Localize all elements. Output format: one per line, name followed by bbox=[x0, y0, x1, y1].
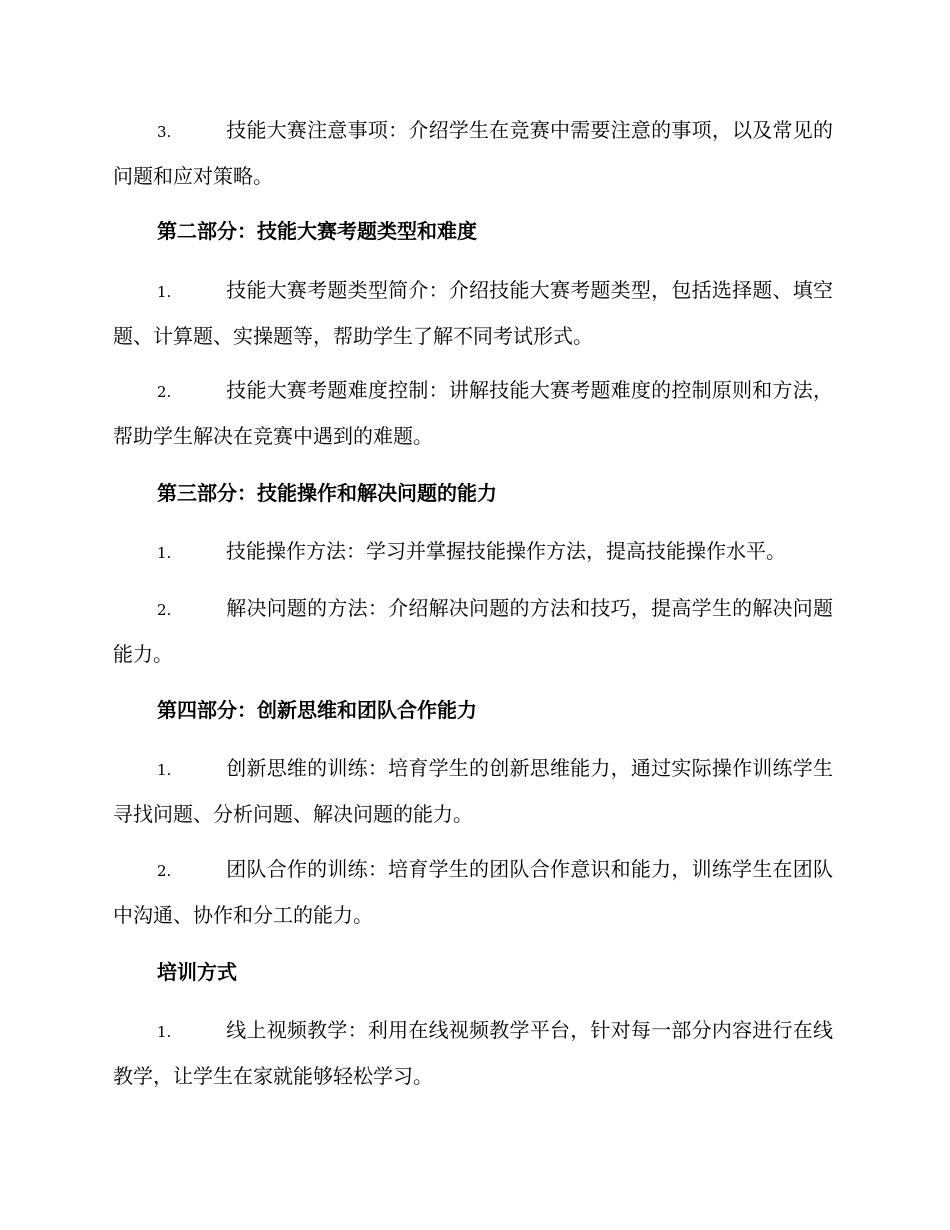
list-item bbox=[113, 746, 833, 836]
item-number: 1. bbox=[157, 283, 172, 301]
item-text: 线上视频教学：利用在线视频教学平台，针对每一部分内容进行在线教学，让学生在家就能够轻松学习。 bbox=[113, 1018, 833, 1088]
list-item bbox=[113, 1008, 833, 1098]
section-heading-part2: 第二部分：技能大赛考题类型和难度 bbox=[157, 219, 477, 243]
section-heading-part3: 第三部分：技能操作和解决问题的能力 bbox=[157, 481, 497, 505]
section-heading-part4: 第四部分：创新思维和团队合作能力 bbox=[157, 698, 477, 722]
list-item bbox=[113, 586, 833, 676]
item-text: 创新思维的训练：培育学生的创新思维能力，通过实际操作训练学生寻找问题、分析问题、解决问题的能力。 bbox=[113, 756, 833, 826]
item-number: 1. bbox=[157, 544, 172, 562]
section-heading-training: 培训方式 bbox=[157, 960, 237, 984]
item-number: 2. bbox=[157, 862, 172, 880]
item-text: 团队合作的训练：培育学生的团队合作意识和能力，训练学生在团队中沟通、协作和分工的能力。 bbox=[113, 857, 833, 927]
list-item bbox=[113, 108, 833, 198]
item-number: 1. bbox=[157, 761, 172, 779]
item-text: 技能大赛考题难度控制：讲解技能大赛考题难度的控制原则和方法，帮助学生解决在竞赛中遇到的难题。 bbox=[113, 378, 833, 448]
list-item bbox=[113, 368, 833, 458]
item-number: 2. bbox=[157, 383, 172, 401]
item-number: 1. bbox=[157, 1023, 172, 1041]
item-text: 技能操作方法：学习并掌握技能操作方法，提高技能操作水平。 bbox=[226, 539, 786, 563]
item-number: 2. bbox=[157, 601, 172, 619]
item-text: 技能大赛考题类型简介：介绍技能大赛考题类型，包括选择题、填空题、计算题、实操题等，帮助学生了解不同考试形式。 bbox=[113, 278, 833, 348]
item-number: 3. bbox=[157, 123, 172, 141]
list-item bbox=[113, 268, 833, 358]
list-item bbox=[113, 529, 833, 575]
list-item bbox=[113, 847, 833, 937]
item-text: 技能大赛注意事项：介绍学生在竞赛中需要注意的事项，以及常见的问题和应对策略。 bbox=[113, 118, 833, 188]
item-text: 解决问题的方法：介绍解决问题的方法和技巧，提高学生的解决问题能力。 bbox=[113, 596, 833, 666]
